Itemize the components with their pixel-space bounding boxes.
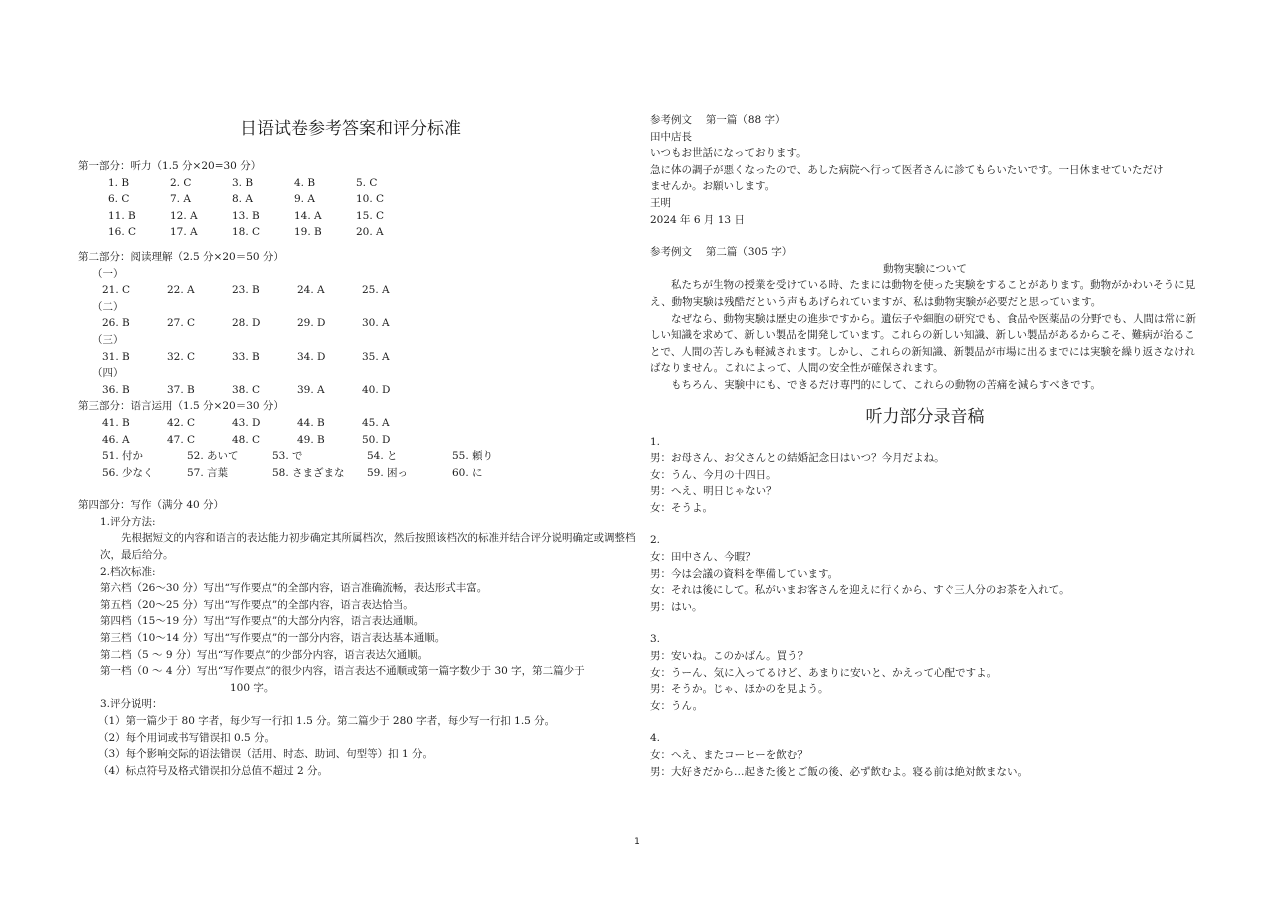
answer: 1. B	[108, 176, 130, 189]
answer: 49. B	[297, 433, 325, 446]
answer: 50. D	[362, 433, 391, 446]
answer-row	[78, 349, 638, 366]
band-item: 第五档（20～25 分）写出“写作要点”的全部内容，语言表达恰当。	[100, 598, 414, 611]
page-title: 日语试卷参考答案和评分标准	[240, 119, 461, 139]
answer: 14. A	[294, 209, 322, 222]
sample1-line: いつもお世話になっております。	[650, 147, 807, 160]
band-item-continuation: 100 字。	[230, 681, 275, 694]
answer: 31. B	[102, 350, 130, 363]
method-title: 1.评分方法:	[100, 515, 156, 528]
answer: 9. A	[294, 193, 315, 206]
answer: 38. C	[232, 383, 261, 396]
word-answer: 52. あいて	[187, 450, 239, 463]
answer: 11. B	[108, 209, 136, 222]
answer-row	[108, 191, 638, 208]
bands-list	[78, 580, 638, 696]
note-item: （3）每个影响交际的语法错误（活用、时态、助词、句型等）扣 1 分。	[98, 748, 434, 761]
part1-heading: 第一部分：听力（1.5 分×20=30 分）	[78, 160, 262, 172]
answer: 23. B	[232, 284, 260, 297]
answer: 21. C	[102, 284, 131, 297]
band-item: 第二档（5 ～ 9 分）写出“写作要点”的少部分内容，语言表达欠通顺。	[100, 648, 429, 661]
answer: 44. B	[297, 416, 325, 429]
answer-row	[102, 432, 638, 449]
answer-row	[78, 382, 638, 399]
answer-row	[108, 208, 638, 225]
answer: 42. C	[167, 416, 196, 429]
answer: 3. B	[232, 176, 254, 189]
part3-heading: 第三部分：语言运用（1.5 分×20＝30 分）	[78, 400, 284, 413]
part4-heading: 第四部分：写作（满分 40 分）	[78, 499, 225, 512]
section-label: （四）	[92, 367, 124, 380]
answer-row	[108, 175, 638, 192]
listening-item	[650, 631, 1200, 714]
bands-title: 2.档次标准:	[100, 565, 156, 578]
part3-answers	[78, 415, 638, 481]
sample1-line: 王明	[650, 196, 671, 209]
sample2-paragraph: なぜなら、動物実験は歴史の進歩ですから。遺伝子や細胞の研究でも、食品や医薬品の分野でも、人間は常に新しい知識を求めて、新しい製品を開発しています。これらの新しい知識、新しい製品があるからこそ、難病が治ることで、人間の苦しみも軽減されます。しかし、これらの新知識、新製品が市場に出るまでには実験を繰り返さなければなりません。これによって、人間の安全性が確保されます。	[650, 312, 1196, 375]
answer: 47. C	[167, 433, 196, 446]
answer: 43. D	[232, 416, 261, 429]
listening-item	[650, 730, 1200, 780]
answer: 6. C	[108, 193, 130, 206]
dialogue-line: 女：へえ、またコーヒーを飲む？	[650, 749, 808, 761]
answer: 22. A	[167, 284, 195, 297]
answer: 10. C	[356, 193, 385, 206]
answer: 16. C	[108, 226, 137, 239]
note-item: （1）第一篇少于 80 字者，每少写一行扣 1.5 分。第二篇少于 280 字者，每少写一行扣 1.5 分。	[98, 715, 556, 727]
answer: 29. D	[297, 317, 326, 330]
dialogue-line: 女：うーん、気に入ってるけど、あまりに安いと、かえって心配ですよ。	[650, 666, 998, 679]
listening-item-number: 4.	[650, 732, 661, 745]
answer-row	[108, 224, 638, 241]
answer: 46. A	[102, 433, 130, 446]
answer: 8. A	[232, 193, 253, 206]
sample1-line: ませんか。お願いします。	[650, 180, 776, 193]
word-answer: 53. で	[272, 450, 303, 463]
answer: 37. B	[167, 383, 195, 396]
word-answer: 55. 頼り	[452, 450, 494, 463]
band-item: 第三档（10～14 分）写出“写作要点”的一部分内容，语言表达基本通顺。	[100, 632, 446, 645]
word-answer: 54. と	[367, 450, 398, 463]
answer: 5. C	[356, 176, 378, 189]
answer: 27. C	[167, 317, 196, 330]
answer: 48. C	[232, 433, 261, 446]
answer: 30. A	[362, 317, 390, 330]
listening-item-number: 1.	[650, 435, 661, 448]
dialogue-line: 男：安いね。このかばん。買う？	[650, 650, 809, 663]
sample1-heading: 参考例文 第一篇（88 字）	[650, 114, 786, 126]
dialogue-line: 女：うん、今月の十四日。	[650, 468, 777, 481]
section-label: （三）	[92, 333, 124, 346]
answer: 41. B	[102, 416, 130, 429]
sample1-line: 2024 年 6 月 13 日	[650, 213, 745, 226]
word-answer: 57. 言葉	[187, 466, 229, 479]
right-column	[650, 112, 1200, 780]
answer: 13. B	[232, 209, 260, 222]
listening-item-number: 3.	[650, 633, 661, 646]
band-item: 第六档（26～30 分）写出“写作要点”的全部内容，语言准确流畅，表达形式丰富。	[100, 582, 488, 595]
method-text: 先根据短文的内容和语言的表达能力初步确定其所属档次，然后按照该档次的标准并结合评分说明确定或调整档次，最后给分。	[100, 532, 636, 562]
answer: 34. D	[297, 350, 326, 363]
sample1-line: 急に体の調子が悪くなったので、あした病院へ行って医者さんに診てもらいたいです。一日休ませていただけ	[650, 163, 1164, 176]
section-label: （一）	[92, 267, 124, 280]
section-label: （二）	[92, 300, 124, 313]
word-answer: 51. 付か	[102, 450, 144, 463]
word-answer: 60. に	[452, 466, 483, 479]
answer: 19. B	[294, 226, 322, 239]
listening-title: 听力部分录音稿	[865, 406, 985, 427]
answer: 28. D	[232, 317, 261, 330]
sample2-title: 動物実験について	[883, 262, 967, 275]
dialogue-line: 男：今は会議の資料を準備しています。	[650, 567, 839, 580]
answer: 40. D	[362, 383, 391, 396]
answer: 12. A	[170, 209, 198, 222]
dialogue-line: 女：うん。	[650, 699, 704, 712]
dialogue-line: 男：はい。	[650, 600, 703, 613]
sample2-heading: 参考例文 第二篇（305 字）	[650, 246, 793, 259]
answer: 7. A	[170, 193, 191, 206]
answer: 2. C	[170, 176, 192, 189]
note-item: （4）标点符号及格式错误扣分总值不超过 2 分。	[98, 764, 329, 777]
answer-row	[78, 282, 638, 299]
answer: 35. A	[362, 350, 390, 363]
answer: 36. B	[102, 383, 130, 396]
word-answer-row	[102, 465, 638, 482]
dialogue-line: 男：へえ、明日じゃない？	[650, 485, 777, 498]
word-answer: 59. 困っ	[367, 466, 409, 479]
part1-answers	[78, 175, 638, 241]
answer: 15. C	[356, 209, 385, 222]
part2-sections	[78, 266, 638, 399]
answer: 33. B	[232, 350, 260, 363]
word-answer: 56. 少なく	[102, 466, 154, 479]
answer: 32. C	[167, 350, 196, 363]
answer: 24. A	[297, 284, 325, 297]
word-answer-row	[102, 448, 638, 465]
sample1-body	[650, 129, 1200, 229]
sample2-paragraph: もちろん、実験中にも、できるだけ専門的にして、これらの動物の苦痛を減らすべきです。	[671, 378, 1101, 391]
dialogue-line: 男：大好きだから…起きた後とご飯の後、必ず飲むよ。寝る前は絶対飲まない。	[650, 765, 1028, 778]
answer: 45. A	[362, 416, 390, 429]
listening-item-number: 2.	[650, 534, 661, 547]
answer: 18. C	[232, 226, 261, 239]
dialogue-line: 女：それは後にして。私がいまお客さんを迎えに行くから、すぐ三人分のお茶を入れて。	[650, 584, 1070, 597]
answer: 25. A	[362, 284, 390, 297]
notes-list	[78, 713, 638, 779]
listening-item	[650, 532, 1200, 615]
answer: 39. A	[297, 383, 325, 396]
word-answer: 58. さまざまな	[272, 466, 345, 479]
sample1-line: 田中店長	[650, 130, 692, 143]
band-item: 第四档（15～19 分）写出“写作要点”的大部分内容，语言表达通顺。	[100, 615, 425, 628]
listening-item	[650, 434, 1200, 517]
page-number: 1	[634, 837, 640, 847]
dialogue-line: 男：お母さん、お父さんとの結婚記念日はいつ？今月だよね。	[650, 452, 945, 465]
answer: 4. B	[294, 176, 316, 189]
answer-row	[102, 415, 638, 432]
band-item: 第一档（0 ～ 4 分）写出“写作要点”的很少内容，语言表达不通顺或第一篇字数少于 30 字，第二篇少于	[100, 665, 585, 678]
answer: 26. B	[102, 317, 130, 330]
left-column	[78, 118, 638, 779]
note-item: （2）每个用词或书写错误扣 0.5 分。	[98, 731, 276, 744]
sample2-paragraph: 私たちが生物の授業を受けている時、たまには動物を使った実験をすることがあります。動物がかわいそうに見え、動物実験は残酷だという声もあげられていますが、私は動物実験が必要だと思っています。	[650, 279, 1196, 308]
dialogue-line: 男：そうか。じゃ、ほかのを見よう。	[650, 683, 829, 696]
answer: 20. A	[356, 226, 384, 239]
part2-heading: 第二部分：阅读理解（2.5 分×20＝50 分）	[78, 250, 284, 263]
dialogue-line: 女：そうよ。	[650, 501, 713, 514]
answer-row	[78, 315, 638, 332]
dialogue-line: 女：田中さん、今暇？	[650, 551, 756, 564]
notes-title: 3.评分说明：	[100, 698, 163, 711]
answer: 17. A	[170, 226, 198, 239]
